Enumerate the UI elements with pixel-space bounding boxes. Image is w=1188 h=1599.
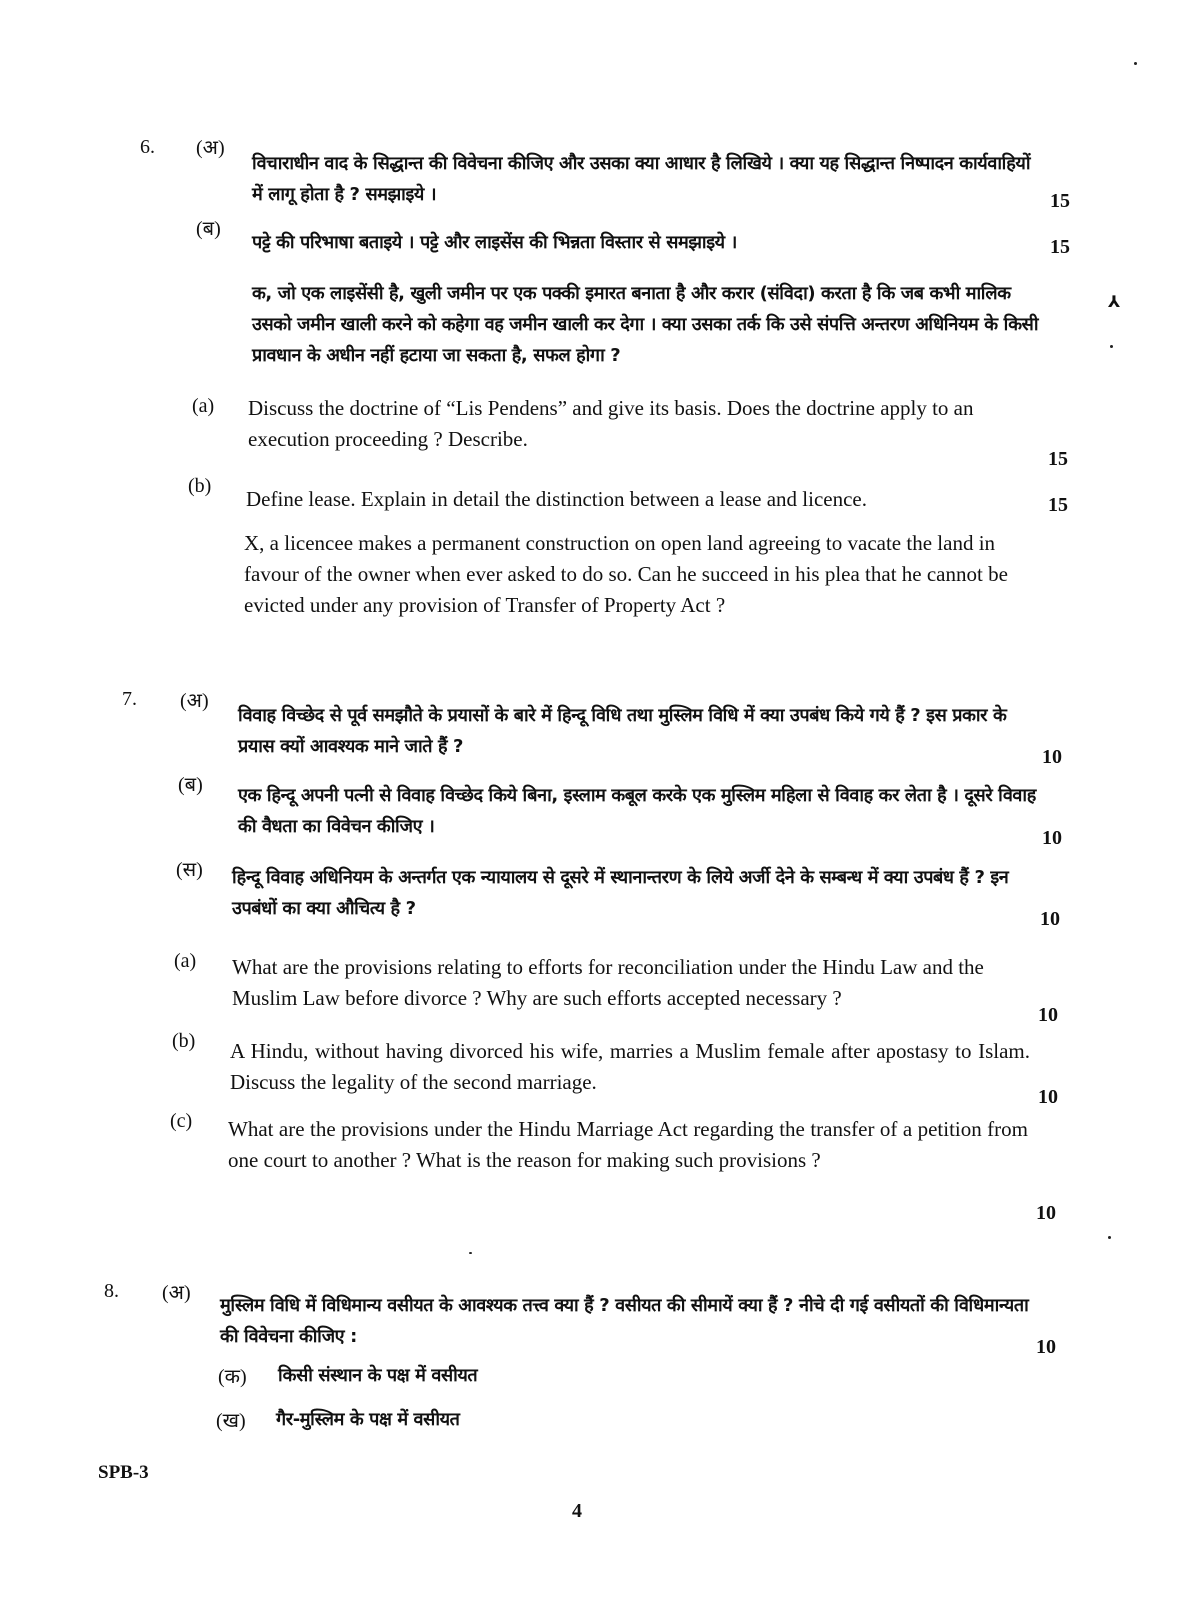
q7-part-b-en-marks: 10 — [1038, 1086, 1058, 1108]
q6-part-b-hi-marks: 15 — [1050, 236, 1070, 258]
q7-part-c-hi-marks: 10 — [1040, 908, 1060, 930]
q6-part-b-en-subtext: X, a licencee makes a permanent construction on open land agreeing to vacate the land in favour of the owner when ever asked to do so. Can he succeed in his plea that he cannot be evicted under any provision of Transfer of Property Act ? — [244, 531, 1008, 617]
q7-part-b-hi-label: (ब) — [178, 774, 203, 796]
q8-part-a-hi-label: (अ) — [162, 1282, 191, 1304]
scan-speck — [1110, 345, 1113, 348]
q6-part-b-hi-subtext: क, जो एक लाइसेंसी है, खुली जमीन पर एक पक्की इमारत बनाता है और करार (संविदा) करता है कि जब कभी मालिक उसको जमीन खाली करने को कहेगा वह जमीन खाली कर देगा । क्या उसका तर्क कि उसे संपत्ति अन्तरण अधिनियम के किसी प्रावधान के अधीन नहीं हटाया जा सकता है, सफल होगा ? — [252, 283, 1039, 366]
q8-sub-kha-text: गैर-मुस्लिम के पक्ष में वसीयत — [276, 1409, 460, 1430]
q6-part-b-en-text: Define lease. Explain in detail the distinction between a lease and licence. — [246, 487, 867, 511]
q6-part-a-en-text: Discuss the doctrine of “Lis Pendens” and give its basis. Does the doctrine apply to an execution proceeding ? Describe. — [248, 396, 974, 451]
page-number: 4 — [572, 1500, 582, 1522]
q6-part-b-en-label: (b) — [188, 475, 212, 497]
q7-part-b-hi-marks: 10 — [1042, 827, 1062, 849]
paper-code: SPB-3 — [98, 1462, 149, 1483]
q7-part-c-en-marks: 10 — [1036, 1202, 1056, 1224]
scan-mark: ⅄ — [1108, 294, 1121, 311]
q6-part-b-hi-label: (ब) — [196, 218, 221, 240]
q6-part-b-hi-text: पट्टे की परिभाषा बताइये । पट्टे और लाइसेंस की भिन्नता विस्तार से समझाइये । — [252, 232, 737, 253]
question-8-number: 8. — [104, 1280, 119, 1302]
q7-part-a-hi-text: विवाह विच्छेद से पूर्व समझौते के प्रयासों के बारे में हिन्दू विधि तथा मुस्लिम विधि में क्या उपबंध किये गये हैं ? इस प्रकार के प्रयास क्यों आवश्यक माने जाते हैं ? — [238, 705, 1007, 757]
q8-part-a-hi-marks: 10 — [1036, 1336, 1056, 1358]
q7-part-c-hi-label: (स) — [176, 859, 203, 881]
scan-speck — [469, 1252, 472, 1254]
q7-part-a-hi-marks: 10 — [1042, 746, 1062, 768]
scan-speck — [1108, 1236, 1111, 1239]
q8-part-a-hi-text: मुस्लिम विधि में विधिमान्य वसीयत के आवश्यक तत्त्व क्या हैं ? वसीयत की सीमायें क्या हैं ? नीचे दी गई वसीयतों की विधिमान्यता की विवेचना कीजिए : — [220, 1295, 1029, 1347]
q6-part-a-hi-marks: 15 — [1050, 190, 1070, 212]
q7-part-a-hi-label: (अ) — [180, 690, 209, 712]
q7-part-b-en-label: (b) — [172, 1030, 196, 1052]
question-7-number: 7. — [122, 688, 137, 710]
q7-part-a-en-marks: 10 — [1038, 1004, 1058, 1026]
question-6-number: 6. — [140, 136, 155, 158]
q7-part-c-hi-text: हिन्दू विवाह अधिनियम के अन्तर्गत एक न्यायालय से दूसरे में स्थानान्तरण के लिये अर्जी देने के सम्बन्ध में क्या उपबंध हैं ? इन उपबंधों का क्या औचित्य है ? — [232, 867, 1009, 919]
q6-part-a-hi-text: विचाराधीन वाद के सिद्धान्त की विवेचना कीजिए और उसका क्या आधार है लिखिये । क्या यह सिद्धान्त निष्पादन कार्यवाहियों में लागू होता है ? समझाइये । — [252, 153, 1031, 205]
q7-part-a-en-text: What are the provisions relating to efforts for reconciliation under the Hindu Law and the Muslim Law before divorce ? Why are such efforts accepted necessary ? — [232, 955, 984, 1010]
q6-part-a-hi-label: (अ) — [196, 137, 225, 159]
q7-part-b-hi-text: एक हिन्दू अपनी पत्नी से विवाह विच्छेद किये बिना, इस्लाम कबूल करके एक मुस्लिम महिला से विवाह कर लेता है । दूसरे विवाह की वैधता का विवेचन कीजिए । — [238, 785, 1036, 837]
q6-part-a-en-marks: 15 — [1048, 448, 1068, 470]
q7-part-c-en-text: What are the provisions under the Hindu Marriage Act regarding the transfer of a petition from one court to another ? What is the reason for making such provisions ? — [228, 1117, 1028, 1172]
q6-part-a-en-label: (a) — [192, 395, 215, 417]
q8-sub-ka-text: किसी संस्थान के पक्ष में वसीयत — [278, 1365, 478, 1386]
q8-sub-ka-label: (क) — [218, 1366, 247, 1388]
q7-part-a-en-label: (a) — [174, 950, 197, 972]
q6-part-b-en-marks: 15 — [1048, 494, 1068, 516]
scan-speck — [1134, 62, 1137, 65]
q7-part-b-en-text: A Hindu, without having divorced his wife, marries a Muslim female after apostasy to Islam. Discuss the legality of the second marriage. — [230, 1039, 1030, 1094]
q8-sub-kha-label: (ख) — [216, 1410, 246, 1432]
q7-part-c-en-label: (c) — [170, 1110, 193, 1132]
